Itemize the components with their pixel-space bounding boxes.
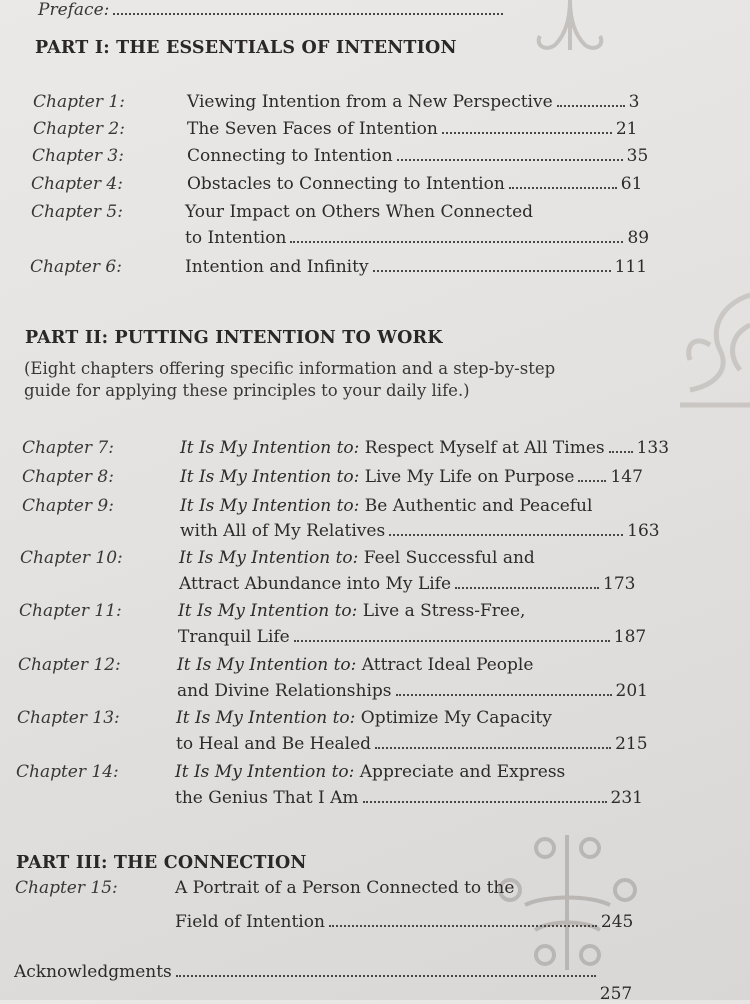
- toc-entry-ch15[interactable]: [15, 878, 514, 898]
- chapter-title: Feel Successful and: [363, 548, 535, 568]
- toc-entry-ch10[interactable]: [20, 548, 535, 568]
- chapter-title: Be Authentic and Peaceful: [364, 496, 593, 516]
- chapter-title: Appreciate and Express: [359, 762, 566, 782]
- intention-prefix: It Is My Intention to:: [180, 467, 360, 487]
- acknowledgments-label: Acknowledgments: [14, 962, 172, 982]
- leader-dots: [442, 128, 612, 134]
- toc-entry-ch12[interactable]: [18, 655, 533, 675]
- page-number: 163: [627, 521, 660, 541]
- leader-dots: [397, 155, 623, 161]
- part-3-heading: PART III: THE CONNECTION: [16, 853, 307, 873]
- leader-dots: [609, 447, 633, 453]
- intention-prefix: It Is My Intention to:: [180, 438, 360, 458]
- toc-entry-ch4[interactable]: [31, 174, 642, 194]
- chapter-title: with All of My Relatives: [180, 521, 386, 541]
- chapter-title: The Seven Faces of Intention: [187, 119, 438, 139]
- toc-entry-ch13[interactable]: [17, 708, 552, 728]
- leader-dots: [294, 636, 610, 642]
- intention-prefix: It Is My Intention to:: [178, 601, 358, 621]
- chapter-label: Chapter 3:: [32, 146, 124, 166]
- leader-dots: [363, 797, 607, 803]
- chapter-label: Chapter 12:: [18, 655, 121, 675]
- page-number: 21: [615, 119, 638, 139]
- chapter-label: Chapter 7:: [22, 438, 114, 458]
- chapter-label: Chapter 4:: [31, 174, 123, 194]
- toc-entry-ch6[interactable]: [30, 257, 647, 277]
- intention-prefix: It Is My Intention to:: [179, 548, 359, 568]
- leader-dots: [329, 921, 597, 927]
- toc-entry-ch1[interactable]: [33, 92, 639, 112]
- preface-row[interactable]: [38, 0, 507, 20]
- chapter-title: Respect Myself at All Times: [364, 438, 605, 458]
- chapter-label: Chapter 6:: [30, 257, 122, 277]
- chapter-label: Chapter 8:: [22, 467, 114, 487]
- chapter-title: Optimize My Capacity: [360, 708, 552, 728]
- intention-prefix: It Is My Intention to:: [177, 655, 357, 675]
- chapter-title: Connecting to Intention: [187, 146, 393, 166]
- page-number: 111: [614, 257, 648, 277]
- toc-entry-ch3[interactable]: [32, 146, 648, 166]
- page-number: 257: [599, 984, 633, 1004]
- part-1-heading: PART I: THE ESSENTIALS OF INTENTION: [35, 38, 457, 58]
- chapter-label: Chapter 13:: [17, 708, 120, 728]
- leader-dots: [396, 690, 612, 696]
- chapter-label: Chapter 11:: [19, 601, 122, 621]
- chapter-title: Obstacles to Connecting to Intention: [187, 174, 505, 194]
- leader-dots: [113, 9, 503, 15]
- chapter-title: to Intention: [185, 228, 287, 248]
- intention-prefix: It Is My Intention to:: [180, 496, 360, 516]
- chapter-title: Your Impact on Others When Connected: [185, 202, 534, 222]
- page-number: 187: [613, 627, 647, 647]
- page-number: 215: [615, 734, 648, 754]
- chapter-title: to Heal and Be Healed: [176, 734, 372, 754]
- leader-dots: [389, 530, 623, 536]
- toc-entry-ch5-cont[interactable]: [185, 228, 649, 248]
- toc-entry-ch11[interactable]: [19, 601, 525, 621]
- toc-entry-ch12-cont[interactable]: [177, 681, 648, 701]
- chapter-label: Chapter 2:: [33, 119, 125, 139]
- chapter-label: Chapter 9:: [22, 496, 114, 516]
- leader-dots: [373, 266, 611, 272]
- page-number: 201: [615, 681, 648, 701]
- chapter-label: Chapter 1:: [33, 92, 125, 112]
- part-2-note-line1: (Eight chapters offering specific information and a step-by-step: [24, 359, 556, 378]
- ornament-right-icon: [650, 285, 750, 415]
- part-2-description: [24, 358, 555, 402]
- toc-entry-ch14[interactable]: [16, 762, 565, 782]
- chapter-title: Tranquil Life: [178, 627, 290, 647]
- leader-dots: [557, 101, 625, 107]
- toc-entry-ch7[interactable]: [22, 438, 669, 458]
- page-number: 61: [620, 174, 643, 194]
- chapter-label: Chapter 10:: [20, 548, 123, 568]
- chapter-title: Field of Intention: [175, 912, 325, 932]
- page-number: 3: [628, 92, 640, 112]
- chapter-title: Attract Abundance into My Life: [179, 574, 452, 594]
- chapter-title: Attract Ideal People: [361, 655, 534, 675]
- toc-entry-ch8[interactable]: [22, 467, 643, 487]
- leader-dots: [375, 743, 611, 749]
- toc-entry-ch2[interactable]: [33, 119, 638, 139]
- ornament-bottom-icon: [490, 830, 640, 980]
- leader-dots: [509, 183, 617, 189]
- leader-dots: [578, 476, 606, 482]
- part-2-heading: PART II: PUTTING INTENTION TO WORK: [25, 328, 443, 348]
- toc-entry-acknowledgments[interactable]: [14, 962, 633, 1004]
- chapter-title: and Divine Relationships: [177, 681, 392, 701]
- page-number: 245: [600, 912, 634, 932]
- chapter-label: Chapter 5:: [31, 202, 123, 222]
- page-number: 173: [603, 574, 636, 594]
- leader-dots: [290, 237, 623, 243]
- part-2-note-line2: guide for applying these principles to your daily life.): [24, 381, 470, 400]
- page-number: 35: [626, 146, 649, 166]
- toc-entry-ch10-cont[interactable]: [179, 574, 635, 594]
- preface-label: Preface:: [38, 0, 110, 20]
- toc-entry-ch5[interactable]: [31, 202, 533, 222]
- intention-prefix: It Is My Intention to:: [176, 708, 356, 728]
- intention-prefix: It Is My Intention to:: [175, 762, 355, 782]
- chapter-label: Chapter 15:: [15, 878, 118, 898]
- page-number: 231: [610, 788, 643, 808]
- chapter-title: Live My Life on Purpose: [364, 467, 575, 487]
- leader-dots: [455, 583, 599, 589]
- leader-dots: [176, 971, 596, 977]
- chapter-title: Live a Stress-Free,: [362, 601, 526, 621]
- toc-entry-ch15-cont[interactable]: [175, 912, 633, 932]
- page-number: 133: [636, 438, 670, 458]
- page-number: 147: [610, 467, 643, 487]
- toc-entry-ch9-cont[interactable]: [180, 521, 660, 541]
- page-number: 89: [627, 228, 650, 248]
- chapter-title: A Portrait of a Person Connected to the: [175, 878, 515, 898]
- toc-entry-ch11-cont[interactable]: [178, 627, 646, 647]
- chapter-title: the Genius That I Am: [175, 788, 359, 808]
- toc-entry-ch9[interactable]: [22, 496, 592, 516]
- chapter-title: Intention and Infinity: [185, 257, 369, 277]
- chapter-title: Viewing Intention from a New Perspective: [187, 92, 553, 112]
- toc-entry-ch13-cont[interactable]: [176, 734, 648, 754]
- toc-entry-ch14-cont[interactable]: [175, 788, 643, 808]
- chapter-label: Chapter 14:: [16, 762, 119, 782]
- ornament-top-icon: [525, 0, 615, 55]
